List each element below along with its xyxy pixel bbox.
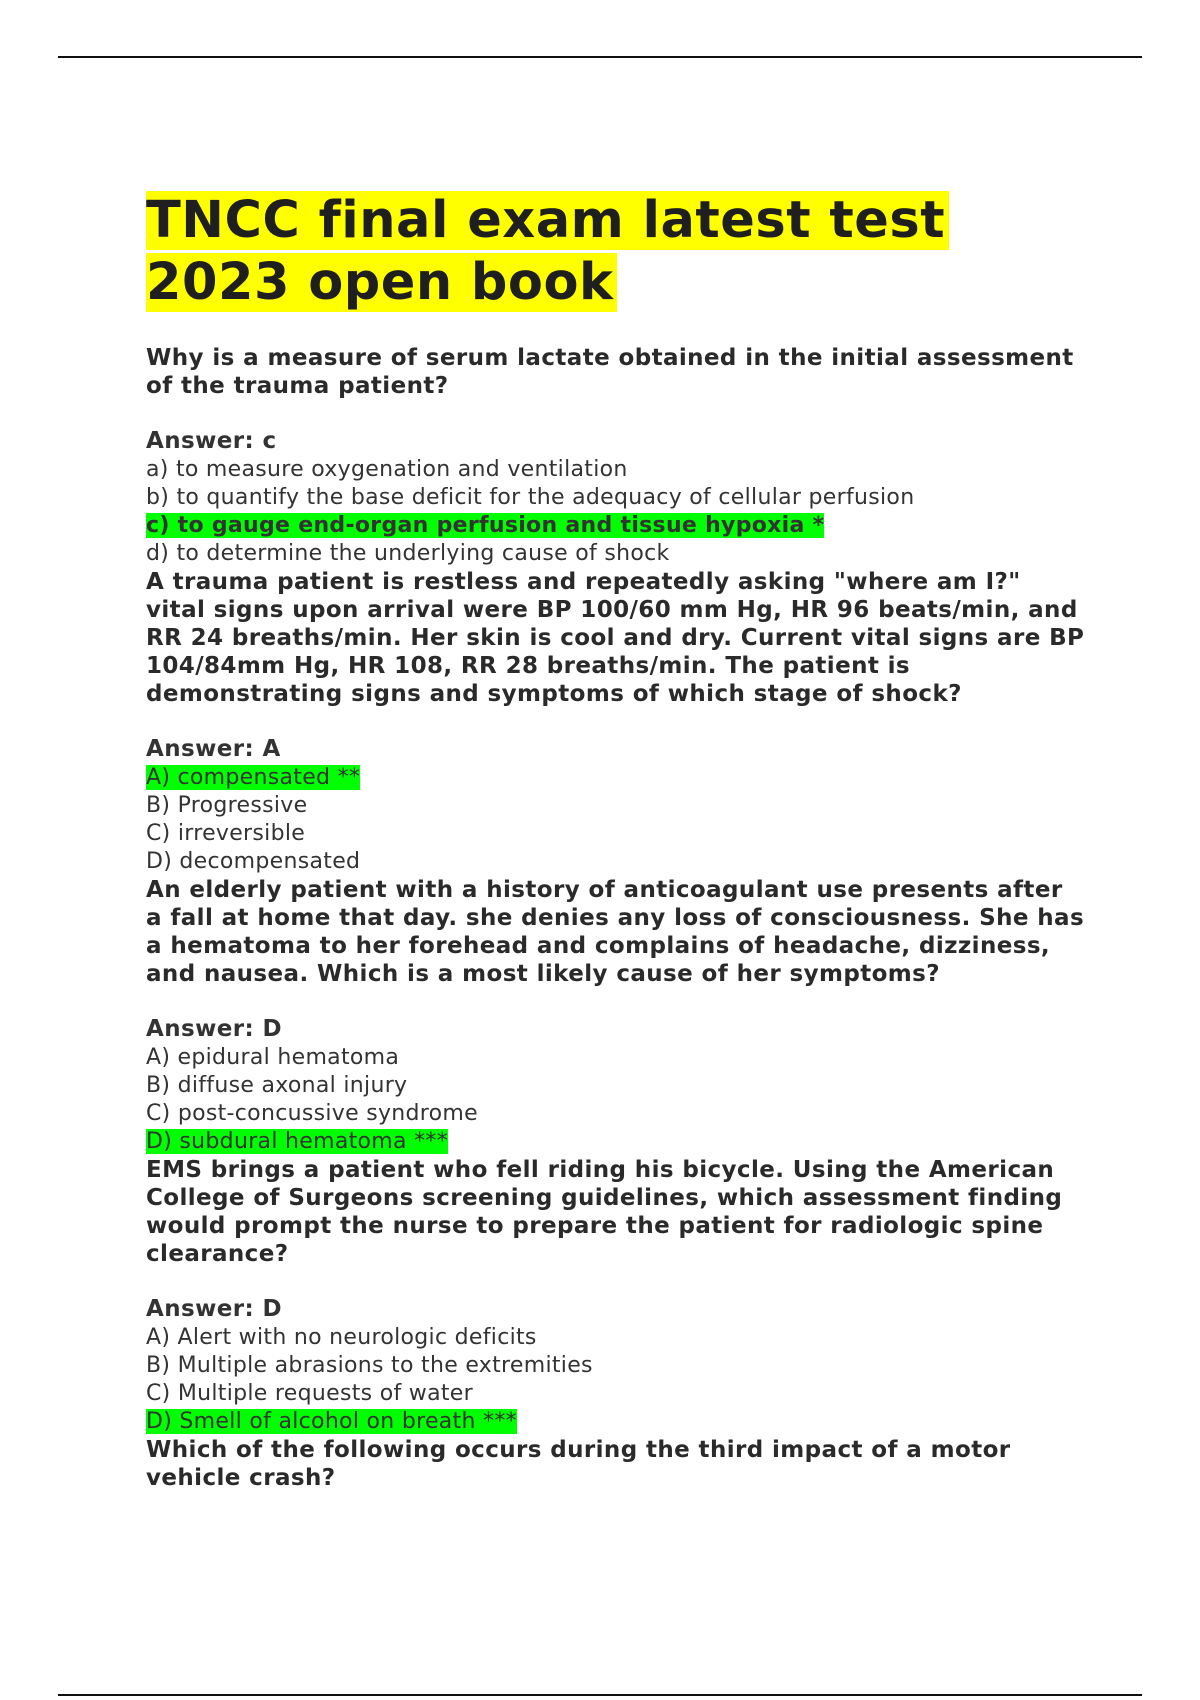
correct-answer-option xyxy=(146,512,1086,540)
title-line-2: 2023 open book xyxy=(146,253,617,312)
question-text: A trauma patient is restless and repeatedly asking "where am I?" vital signs upon arrival were BP 100/60 mm Hg, HR 96 beats/min, and RR 24 breaths/min. Her skin is cool and dry. Current vital signs are BP 104/84mm Hg, HR 108, RR 28 breaths/min. The patient is demonstrating signs and symptoms of which stage of shock? xyxy=(146,569,1085,707)
question-text: Which of the following occurs during the third impact of a motor vehicle crash? xyxy=(146,1437,1011,1491)
answer-option: B) diffuse axonal injury xyxy=(146,1073,408,1098)
answer-option: d) to determine the underlying cause of shock xyxy=(146,541,670,566)
answer-options xyxy=(146,1044,1086,1156)
answer-options xyxy=(146,456,1086,568)
answer-option: D) decompensated xyxy=(146,849,361,874)
bottom-rule xyxy=(58,1694,1142,1696)
answer-option: a) to measure oxygenation and ventilation xyxy=(146,457,628,482)
correct-answer-highlight: c) to gauge end-organ perfusion and tissue hypoxia * xyxy=(146,513,825,538)
title-line-1: TNCC final exam latest test xyxy=(146,191,949,250)
document-title xyxy=(146,190,1086,314)
answer-key: Answer: c xyxy=(146,428,277,454)
answer-option: B) Progressive xyxy=(146,793,308,818)
document-body xyxy=(146,190,1086,1492)
answer-key: Answer: D xyxy=(146,1296,282,1322)
answer-key: Answer: D xyxy=(146,1016,282,1042)
answer-option: C) post-concussive syndrome xyxy=(146,1101,478,1126)
answer-option: A) Alert with no neurologic deficits xyxy=(146,1325,537,1350)
answer-option: A) epidural hematoma xyxy=(146,1045,400,1070)
correct-answer-highlight: A) compensated ** xyxy=(146,765,361,790)
top-rule xyxy=(58,56,1142,58)
question-text: Why is a measure of serum lactate obtained in the initial assessment of the trauma patient? xyxy=(146,345,1074,399)
answer-option: C) Multiple requests of water xyxy=(146,1381,473,1406)
correct-answer-highlight: D) Smell of alcohol on breath *** xyxy=(146,1409,517,1434)
answer-key: Answer: A xyxy=(146,736,281,762)
question-text: EMS brings a patient who fell riding his bicycle. Using the American College of Surgeons screening guidelines, which assessment finding would prompt the nurse to prepare the patient for radiologic spine clearance? xyxy=(146,1157,1063,1267)
answer-options xyxy=(146,1324,1086,1436)
answer-options xyxy=(146,764,1086,876)
correct-answer-option xyxy=(146,1128,1086,1156)
answer-option: B) Multiple abrasions to the extremities xyxy=(146,1353,593,1378)
answer-option: b) to quantify the base deficit for the adequacy of cellular perfusion xyxy=(146,485,915,510)
correct-answer-option xyxy=(146,764,1086,792)
question-text: An elderly patient with a history of anticoagulant use presents after a fall at home that day. she denies any loss of consciousness. She has a hematoma to her forehead and complains of headache, dizziness, and nausea. Which is a most likely cause of her symptoms? xyxy=(146,877,1085,987)
correct-answer-highlight: D) subdural hematoma *** xyxy=(146,1129,449,1154)
answer-option: C) irreversible xyxy=(146,821,306,846)
correct-answer-option xyxy=(146,1408,1086,1436)
